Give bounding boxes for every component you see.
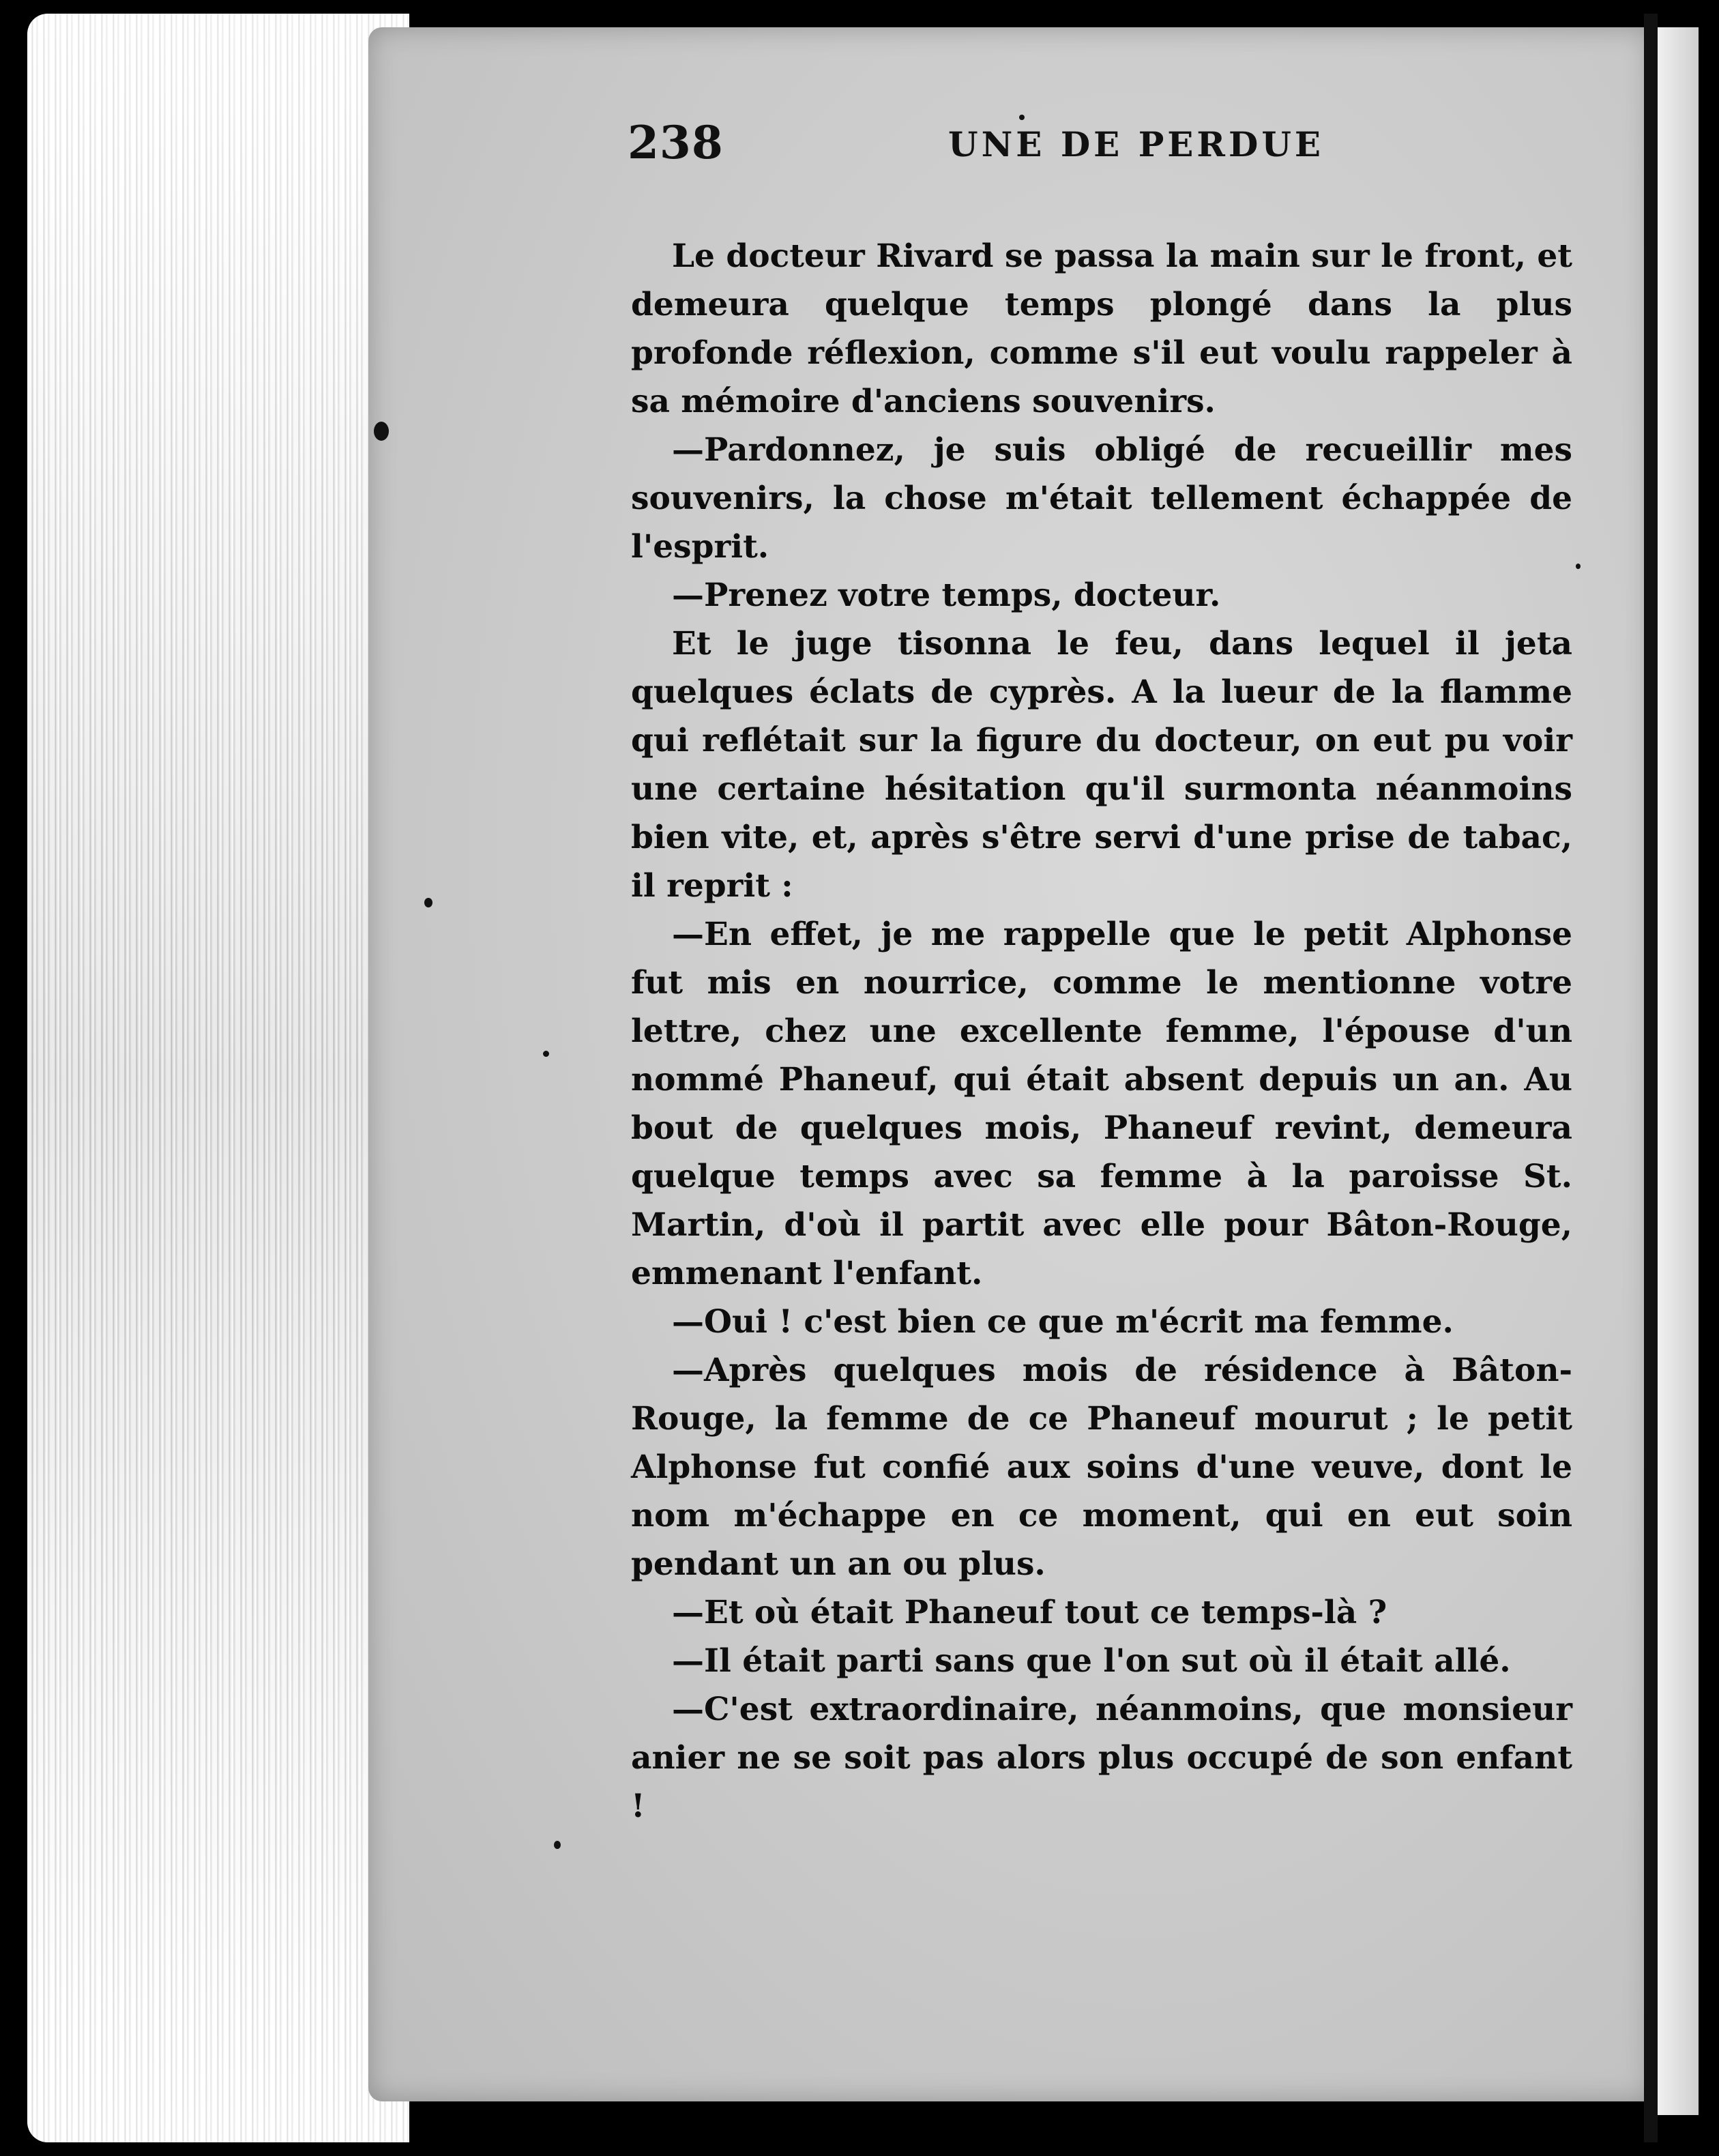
paragraph: —Oui ! c'est bien ce que m'écrit ma femme. <box>672 1303 1454 1341</box>
paragraph: —Prenez votre temps, docteur. <box>672 577 1221 614</box>
book-page-edges <box>27 14 409 2142</box>
paragraph: Le docteur Rivard se passa la main sur le front, et demeura quelque temps plongé dans la plus profonde réflexion, comme s'il eut voulu rappeler à sa mémoire d'anciens souvenirs. <box>631 237 1572 420</box>
facing-page-edge <box>1658 27 1699 2115</box>
page-number: 238 <box>628 116 724 169</box>
ink-speck <box>1576 564 1581 569</box>
page-header <box>628 116 1576 191</box>
paragraph: Et le juge tisonna le feu, dans lequel il jeta quelques éclats de cyprès. A la lueur de la flamme qui reflétait sur la figure du docteur, on eut pu voir une certaine hésitation qu'il surmonta néanmoins bien vite, et, après s'être servi d'une prise de tabac, il reprit : <box>631 625 1572 905</box>
ink-speck <box>374 422 389 441</box>
ink-speck <box>424 898 432 907</box>
paragraph: —Et où était Phaneuf tout ce temps-là ? <box>672 1594 1387 1631</box>
book-gutter <box>1644 14 1658 2142</box>
paragraph: —Il était parti sans que l'on sut où il était allé. <box>672 1642 1511 1680</box>
paragraph: —En effet, je me rappelle que le petit Alphonse fut mis en nourrice, comme le mentionne votre lettre, chez une excellente femme, l'épouse d'un nommé Phaneuf, qui était absent depuis un an. Au bout de quelques mois, Phaneuf revint, demeura quelque temps avec sa femme à la paroisse St. Martin, d'où il partit avec elle pour Bâton-Rouge, emmenant l'enfant. <box>631 916 1572 1292</box>
paragraph: —C'est extraordinaire, néanmoins, que monsieur anier ne se soit pas alors plus occupé de son enfant ! <box>631 1691 1572 1825</box>
page-edges-shading <box>27 14 409 2142</box>
ink-speck <box>554 1841 561 1849</box>
running-title: UNE DE PERDUE <box>948 124 1325 164</box>
body-text <box>631 232 1572 1831</box>
ink-speck <box>543 1051 549 1057</box>
paragraph: —Pardonnez, je suis obligé de recueillir mes souvenirs, la chose m'était tellement échappée de l'esprit. <box>631 431 1572 566</box>
paragraph: —Après quelques mois de résidence à Bâton-Rouge, la femme de ce Phaneuf mourut ; le petit Alphonse fut confié aux soins d'une veuve, dont le nom m'échappe en ce moment, qui en eut soin pendant un an ou plus. <box>631 1352 1572 1583</box>
